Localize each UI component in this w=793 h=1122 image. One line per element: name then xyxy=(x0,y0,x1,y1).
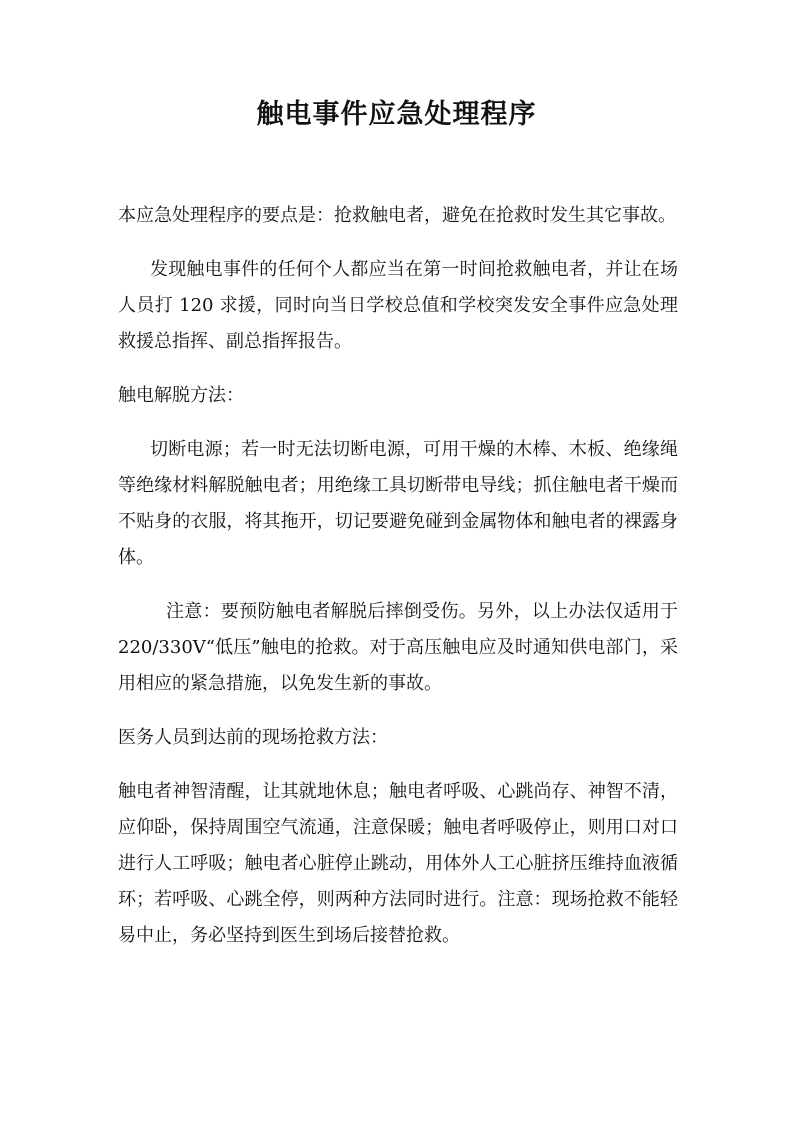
heading-on-site-rescue: 医务人员到达前的现场抢救方法： xyxy=(118,727,388,748)
paragraph-on-site-rescue: 触电者神智清醒，让其就地休息；触电者呼吸、心跳尚存、神智不清，应仰卧，保持周围空气流通，注意保暖；触电者呼吸停止，则用口对口进行人工呼吸；触电者心脏停止跳动，用体外人工心脏挤压维持血液循环；若呼吸、心跳全停，则两种方法同时进行。注意：现场抢救不能轻易中止，务必坚持到医生到场后接替抢救。 xyxy=(118,781,678,946)
document-body xyxy=(118,198,678,972)
heading-release-methods: 触电解脱方法： xyxy=(118,385,244,406)
paragraph-first-response: 发现触电事件的任何个人都应当在第一时间抢救触电者，并让在场人员打 120 求援，同时向当日学校总值和学校突发安全事件应急处理救援总指挥、副总指挥报告。 xyxy=(118,259,678,352)
document-title: 触电事件应急处理程序 xyxy=(256,99,537,130)
paragraph-release-methods: 切断电源；若一时无法切断电源，可用干燥的木棒、木板、绝缘绳等绝缘材料解脱触电者；用绝缘工具切断带电导线；抓住触电者干燥而不贴身的衣服，将其拖开，切记要避免碰到金属物体和触电者的裸露身体。 xyxy=(118,439,678,568)
paragraph-note-low-voltage: 注意：要预防触电者解脱后摔倒受伤。另外，以上办法仅适用于 220/330V“低压”触电的抢救。对于高压触电应及时通知供电部门，采用相应的紧急措施，以免发生新的事故。 xyxy=(118,601,678,694)
paragraph-key-points: 本应急处理程序的要点是：抢救触电者，避免在抢救时发生其它事故。 xyxy=(118,205,676,226)
